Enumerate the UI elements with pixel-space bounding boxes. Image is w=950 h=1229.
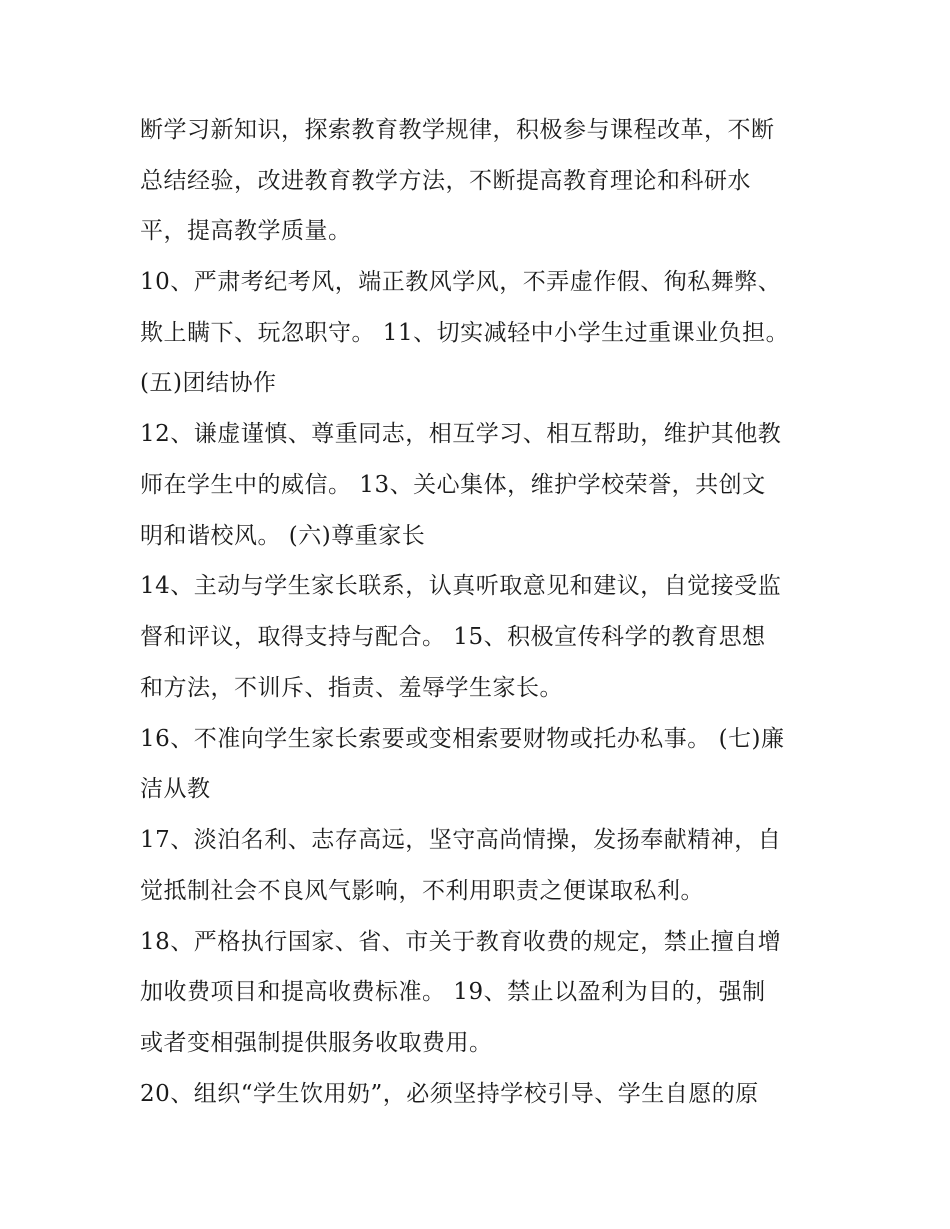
section-heading: (五)团结协作 (140, 370, 277, 396)
text-line: 加收费项目和提高收费标准。 19、禁止以盈利为目的，强制 (140, 979, 766, 1005)
text-line: 10、严肃考纪考风，端正教风学风，不弄虚作假、徇私舞弊、 (140, 269, 782, 295)
text-line: 18、严格执行国家、省、市关于教育收费的规定，禁止擅自增 (140, 929, 782, 955)
text-line: 洁从教 (140, 776, 211, 802)
text-line: 16、不准向学生家长索要或变相索要财物或托办私事。 (七)廉 (140, 726, 785, 752)
text-line: 平，提高教学质量。 (140, 218, 352, 244)
text-line: 明和谐校风。 (六)尊重家长 (140, 523, 426, 549)
text-line: 或者变相强制提供服务收取费用。 (140, 1030, 493, 1056)
text-line: 20、组织“学生饮用奶”，必须坚持学校引导、学生自愿的原 (140, 1081, 759, 1107)
text-line: 12、谦虚谨慎、尊重同志，相互学习、相互帮助，维护其他教 (140, 421, 782, 447)
text-line: 觉抵制社会不良风气影响，不利用职责之便谋取私利。 (140, 878, 704, 904)
text-line: 欺上瞒下、玩忽职守。 11、切实减轻中小学生过重课业负担。 (140, 320, 790, 346)
text-line: 17、淡泊名利、志存高远，坚守高尚情操，发扬奉献精神，自 (140, 827, 782, 853)
text-line: 总结经验，改进教育教学方法，不断提高教育理论和科研水 (140, 168, 751, 194)
text-line: 14、主动与学生家长联系，认真听取意见和建议，自觉接受监 (140, 573, 782, 599)
text-line: 断学习新知识，探索教育教学规律，积极参与课程改革，不断 (140, 117, 775, 143)
text-line: 和方法，不训斥、指责、羞辱学生家长。 (140, 675, 563, 701)
text-line: 督和评议，取得支持与配合。 15、积极宣传科学的教育思想 (140, 624, 766, 650)
text-line: 师在学生中的威信。 13、关心集体，维护学校荣誉，共创文 (140, 472, 766, 498)
